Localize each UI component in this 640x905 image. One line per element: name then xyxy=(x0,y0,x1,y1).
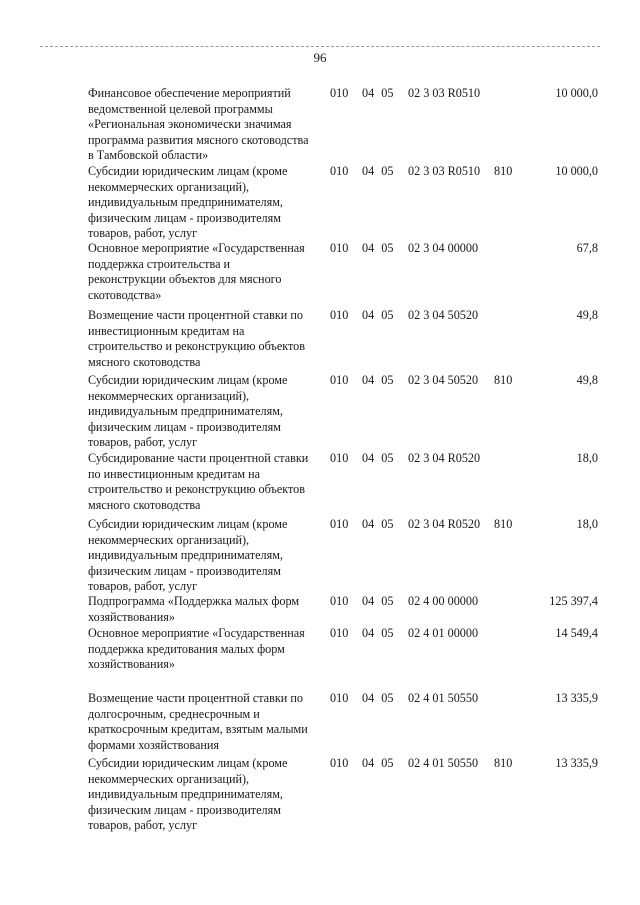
amount: 10 000,0 xyxy=(555,164,598,178)
target-article-code: 02 3 04 R0520 xyxy=(408,451,481,465)
section-code: 04 05 xyxy=(362,451,394,465)
admin-code: 010 xyxy=(330,373,349,387)
amount: 14 549,4 xyxy=(555,626,598,640)
amount: 10 000,0 xyxy=(555,86,598,100)
amount: 49,8 xyxy=(576,308,598,322)
row-description: Подпрограмма «Поддержка малых форм хозяйствования» xyxy=(88,594,300,624)
page-number: 96 xyxy=(0,50,640,66)
target-article-code: 02 4 01 50550 xyxy=(408,756,479,770)
amount: 125 397,4 xyxy=(549,594,598,608)
section-code: 04 05 xyxy=(362,691,394,705)
amount: 13 335,9 xyxy=(555,691,598,705)
target-article-code: 02 3 03 R0510 xyxy=(408,86,481,100)
admin-code: 010 xyxy=(330,308,349,322)
row-description: Возмещение части процентной ставки по долгосрочным, среднесрочным и краткосрочным кредитам, взятым малыми формами хозяйствования xyxy=(88,691,308,752)
amount: 67,8 xyxy=(576,241,598,255)
target-article-code: 02 3 04 50520 xyxy=(408,373,479,387)
admin-code: 010 xyxy=(330,451,349,465)
section-code: 04 05 xyxy=(362,517,394,531)
admin-code: 010 xyxy=(330,164,349,178)
target-article-code: 02 4 01 50550 xyxy=(408,691,479,705)
row-description: Субсидии юридическим лицам (кроме некоммерческих организаций), индивидуальным предпринимателям, физическим лицам - производителям товаров, работ, услуг xyxy=(88,373,288,450)
admin-code: 010 xyxy=(330,517,349,531)
row-description: Субсидии юридическим лицам (кроме некоммерческих организаций), индивидуальным предпринимателям, физическим лицам - производителям товаров, работ, услуг xyxy=(88,517,288,594)
admin-code: 010 xyxy=(330,594,349,608)
target-article-code: 02 4 01 00000 xyxy=(408,626,479,640)
expense-type-code: 810 xyxy=(494,756,513,770)
target-article-code: 02 3 04 00000 xyxy=(408,241,479,255)
section-code: 04 05 xyxy=(362,756,394,770)
section-code: 04 05 xyxy=(362,308,394,322)
row-description: Финансовое обеспечение мероприятий ведомственной целевой программы «Региональная экономически значимая программа развития мясного скотоводства в Тамбовской области» xyxy=(88,86,309,163)
section-code: 04 05 xyxy=(362,626,394,640)
expense-type-code: 810 xyxy=(494,164,513,178)
target-article-code: 02 3 04 R0520 xyxy=(408,517,481,531)
row-description: Субсидии юридическим лицам (кроме некоммерческих организаций), индивидуальным предпринимателям, физическим лицам - производителям товаров, работ, услуг xyxy=(88,756,288,833)
expense-type-code: 810 xyxy=(494,373,513,387)
expense-type-code: 810 xyxy=(494,517,513,531)
admin-code: 010 xyxy=(330,626,349,640)
admin-code: 010 xyxy=(330,86,349,100)
admin-code: 010 xyxy=(330,241,349,255)
amount: 49,8 xyxy=(576,373,598,387)
admin-code: 010 xyxy=(330,756,349,770)
amount: 18,0 xyxy=(576,451,598,465)
section-code: 04 05 xyxy=(362,241,394,255)
amount: 18,0 xyxy=(576,517,598,531)
section-code: 04 05 xyxy=(362,594,394,608)
amount: 13 335,9 xyxy=(555,756,598,770)
admin-code: 010 xyxy=(330,691,349,705)
target-article-code: 02 3 04 50520 xyxy=(408,308,479,322)
row-description: Основное мероприятие «Государственная поддержка кредитования малых форм хозяйствования» xyxy=(88,626,305,672)
target-article-code: 02 4 00 00000 xyxy=(408,594,479,608)
header-rule xyxy=(40,46,600,47)
row-description: Возмещение части процентной ставки по инвестиционным кредитам на строительство и реконструкцию объектов мясного скотоводства xyxy=(88,308,306,369)
section-code: 04 05 xyxy=(362,164,394,178)
row-description: Субсидирование части процентной ставки по инвестиционным кредитам на строительство и реконструкцию объектов мясного скотоводства xyxy=(88,451,309,512)
section-code: 04 05 xyxy=(362,86,394,100)
target-article-code: 02 3 03 R0510 xyxy=(408,164,481,178)
row-description: Основное мероприятие «Государственная поддержка строительства и реконструкции объектов для мясного скотоводства» xyxy=(88,241,305,302)
row-description: Субсидии юридическим лицам (кроме некоммерческих организаций), индивидуальным предпринимателям, физическим лицам - производителям товаров, работ, услуг xyxy=(88,164,288,241)
section-code: 04 05 xyxy=(362,373,394,387)
